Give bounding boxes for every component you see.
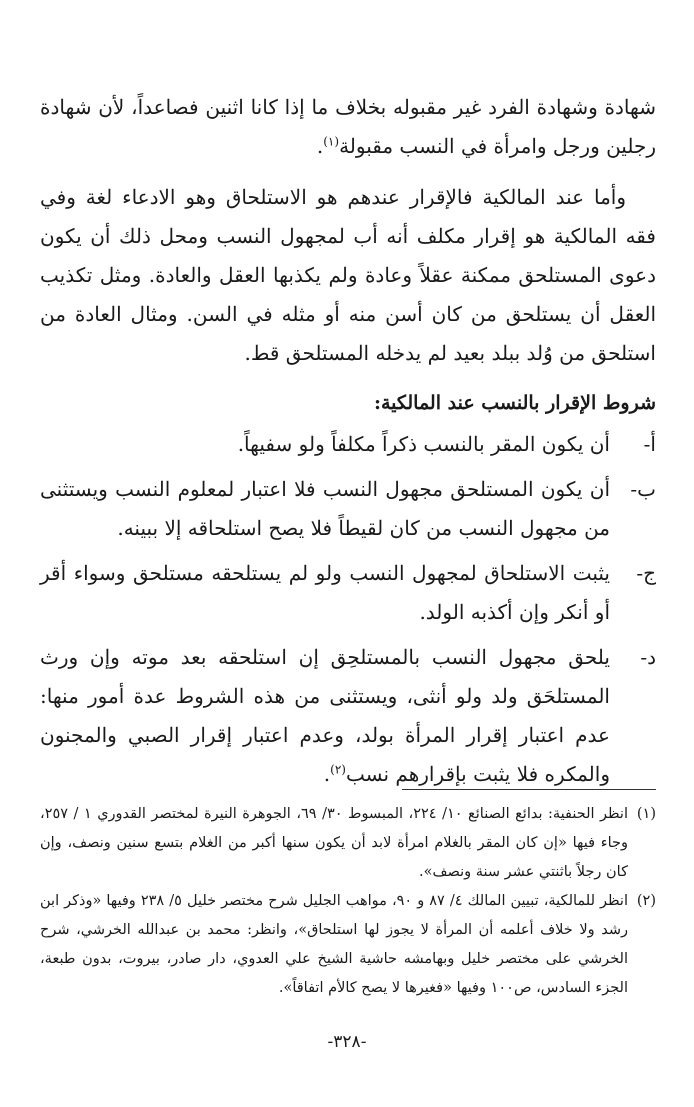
- footnote-1: [40, 800, 656, 887]
- list-marker: ب-: [630, 477, 656, 501]
- list-marker: ج-: [636, 561, 656, 585]
- list-item: [40, 470, 656, 548]
- list-item-text: أن يكون المستلحق مجهول النسب فلا اعتبار لمعلوم النسب ويستثنى من مجهول النسب من كان لقيطاً فلا يصح استلحاقه إلا ببينه.: [40, 477, 610, 540]
- paragraph-2: وأما عند المالكية فالإقرار عندهم هو الاستلحاق وهو الادعاء لغة وفي فقه المالكية هو إقرار مكلف أنه أب لمجهول النسب ومحل ذلك أن يكون دعوى المستلحق ممكنة عقلاً وعادة ولم يكذبها العقل والعادة. ومثل تكذيب العقل أن يستلحق من كان أسن منه أو مثله في السن. ومثال العادة من استلحق من وُلد ببلد بعيد لم يدخله المستلحق قط.: [40, 185, 656, 365]
- footnote-number: (٢): [636, 893, 656, 909]
- list-marker: د-: [640, 645, 656, 669]
- footnote-ref-2[interactable]: (٢): [330, 762, 346, 777]
- footnotes: [40, 800, 656, 1003]
- list-item: [40, 554, 656, 632]
- list-item: [40, 425, 656, 464]
- footnote-text: انظر الحنفية: بدائع الصنائع ١٠/ ٢٢٤، المبسوط ٣٠/ ٦٩، الجوهرة النيرة لمختصر القدوري ١ / ٢٥٧، وجاء فيها «إن كان المقر بالغلام امرأة لابد أن يكون سنها أكبر من الغلام بتسع سنين ونصف، وإن كان رجلاً باثنتي عشر سنة ونصف».: [40, 806, 628, 880]
- footnote-2: [40, 887, 656, 1003]
- list-item: [40, 638, 656, 794]
- list-item-text: يلحق مجهول النسب بالمستلحِق إن استلحقه بعد موته وإن ورث المستلحَق ولد ولو أنثى، ويستثنى من هذه الشروط عدة أمور منها: عدم اعتبار إقرار المرأة بولد، وعدم اعتبار إقرار الصبي والمجنون والمكره فلا يثبت بإقرارهم نسب: [40, 645, 610, 786]
- page-number: -٣٢٨-: [327, 1032, 367, 1052]
- list-item-text: أن يكون المقر بالنسب ذكراً مكلفاً ولو سفيهاً.: [237, 432, 610, 456]
- list-marker: أ-: [643, 432, 656, 456]
- footnote-number: (١): [636, 806, 656, 822]
- footnote-ref-1[interactable]: (١): [323, 134, 340, 149]
- paragraph-1: شهادة وشهادة الفرد غير مقبوله بخلاف ما إذا كانا اثنين فصاعداً، لأن شهادة رجلين ورجل وامرأة في النسب مقبولة$^{(١)}$.: [40, 95, 656, 158]
- list-item-content: يلحق مجهول النسب بالمستلحِق إن استلحقه بعد موته وإن ورث المستلحَق ولد ولو أنثى، ويستثنى من هذه الشروط عدة أمور منها: عدم اعتبار إقرار المرأة بولد، وعدم اعتبار إقرار الصبي والمجنون والمكره فلا يثبت بإقرارهم نسب$^{(٢)}$.: [40, 645, 610, 786]
- paragraph-1-text: شهادة وشهادة الفرد غير مقبوله بخلاف ما إذا كانا اثنين فصاعداً، لأن شهادة رجلين ورجل وامرأة في النسب مقبولة: [40, 95, 656, 158]
- main-text: [40, 88, 656, 800]
- footnote-text: انظر للمالكية، تبيين المالك ٤/ ٨٧ و ٩٠، مواهب الجليل شرح مختصر خليل ٥/ ٢٣٨ وفيها «وذكر ابن رشد ولا خلاف أعلمه أن المرأة لا يجوز لها استلحاق»، وانظر: محمد بن عبدالله الخرشي، شرح الخرشي على مختصر خليل وبهامشه حاشية الشيخ علي العدوي، دار صادر، بيروت، بدون طبعة، الجزء السادس، ص١٠٠ وفيها «فغيرها لا يصح كالأم اتفاقاً».: [40, 893, 628, 996]
- section-heading: شروط الإقرار بالنسب عند المالكية:: [373, 392, 656, 414]
- footnote-divider: [402, 789, 656, 790]
- list-item-text: يثبت الاستلحاق لمجهول النسب ولو لم يستلحقه مستلحق وسواء أقر أو أنكر وإن أكذبه الولد.: [40, 561, 610, 624]
